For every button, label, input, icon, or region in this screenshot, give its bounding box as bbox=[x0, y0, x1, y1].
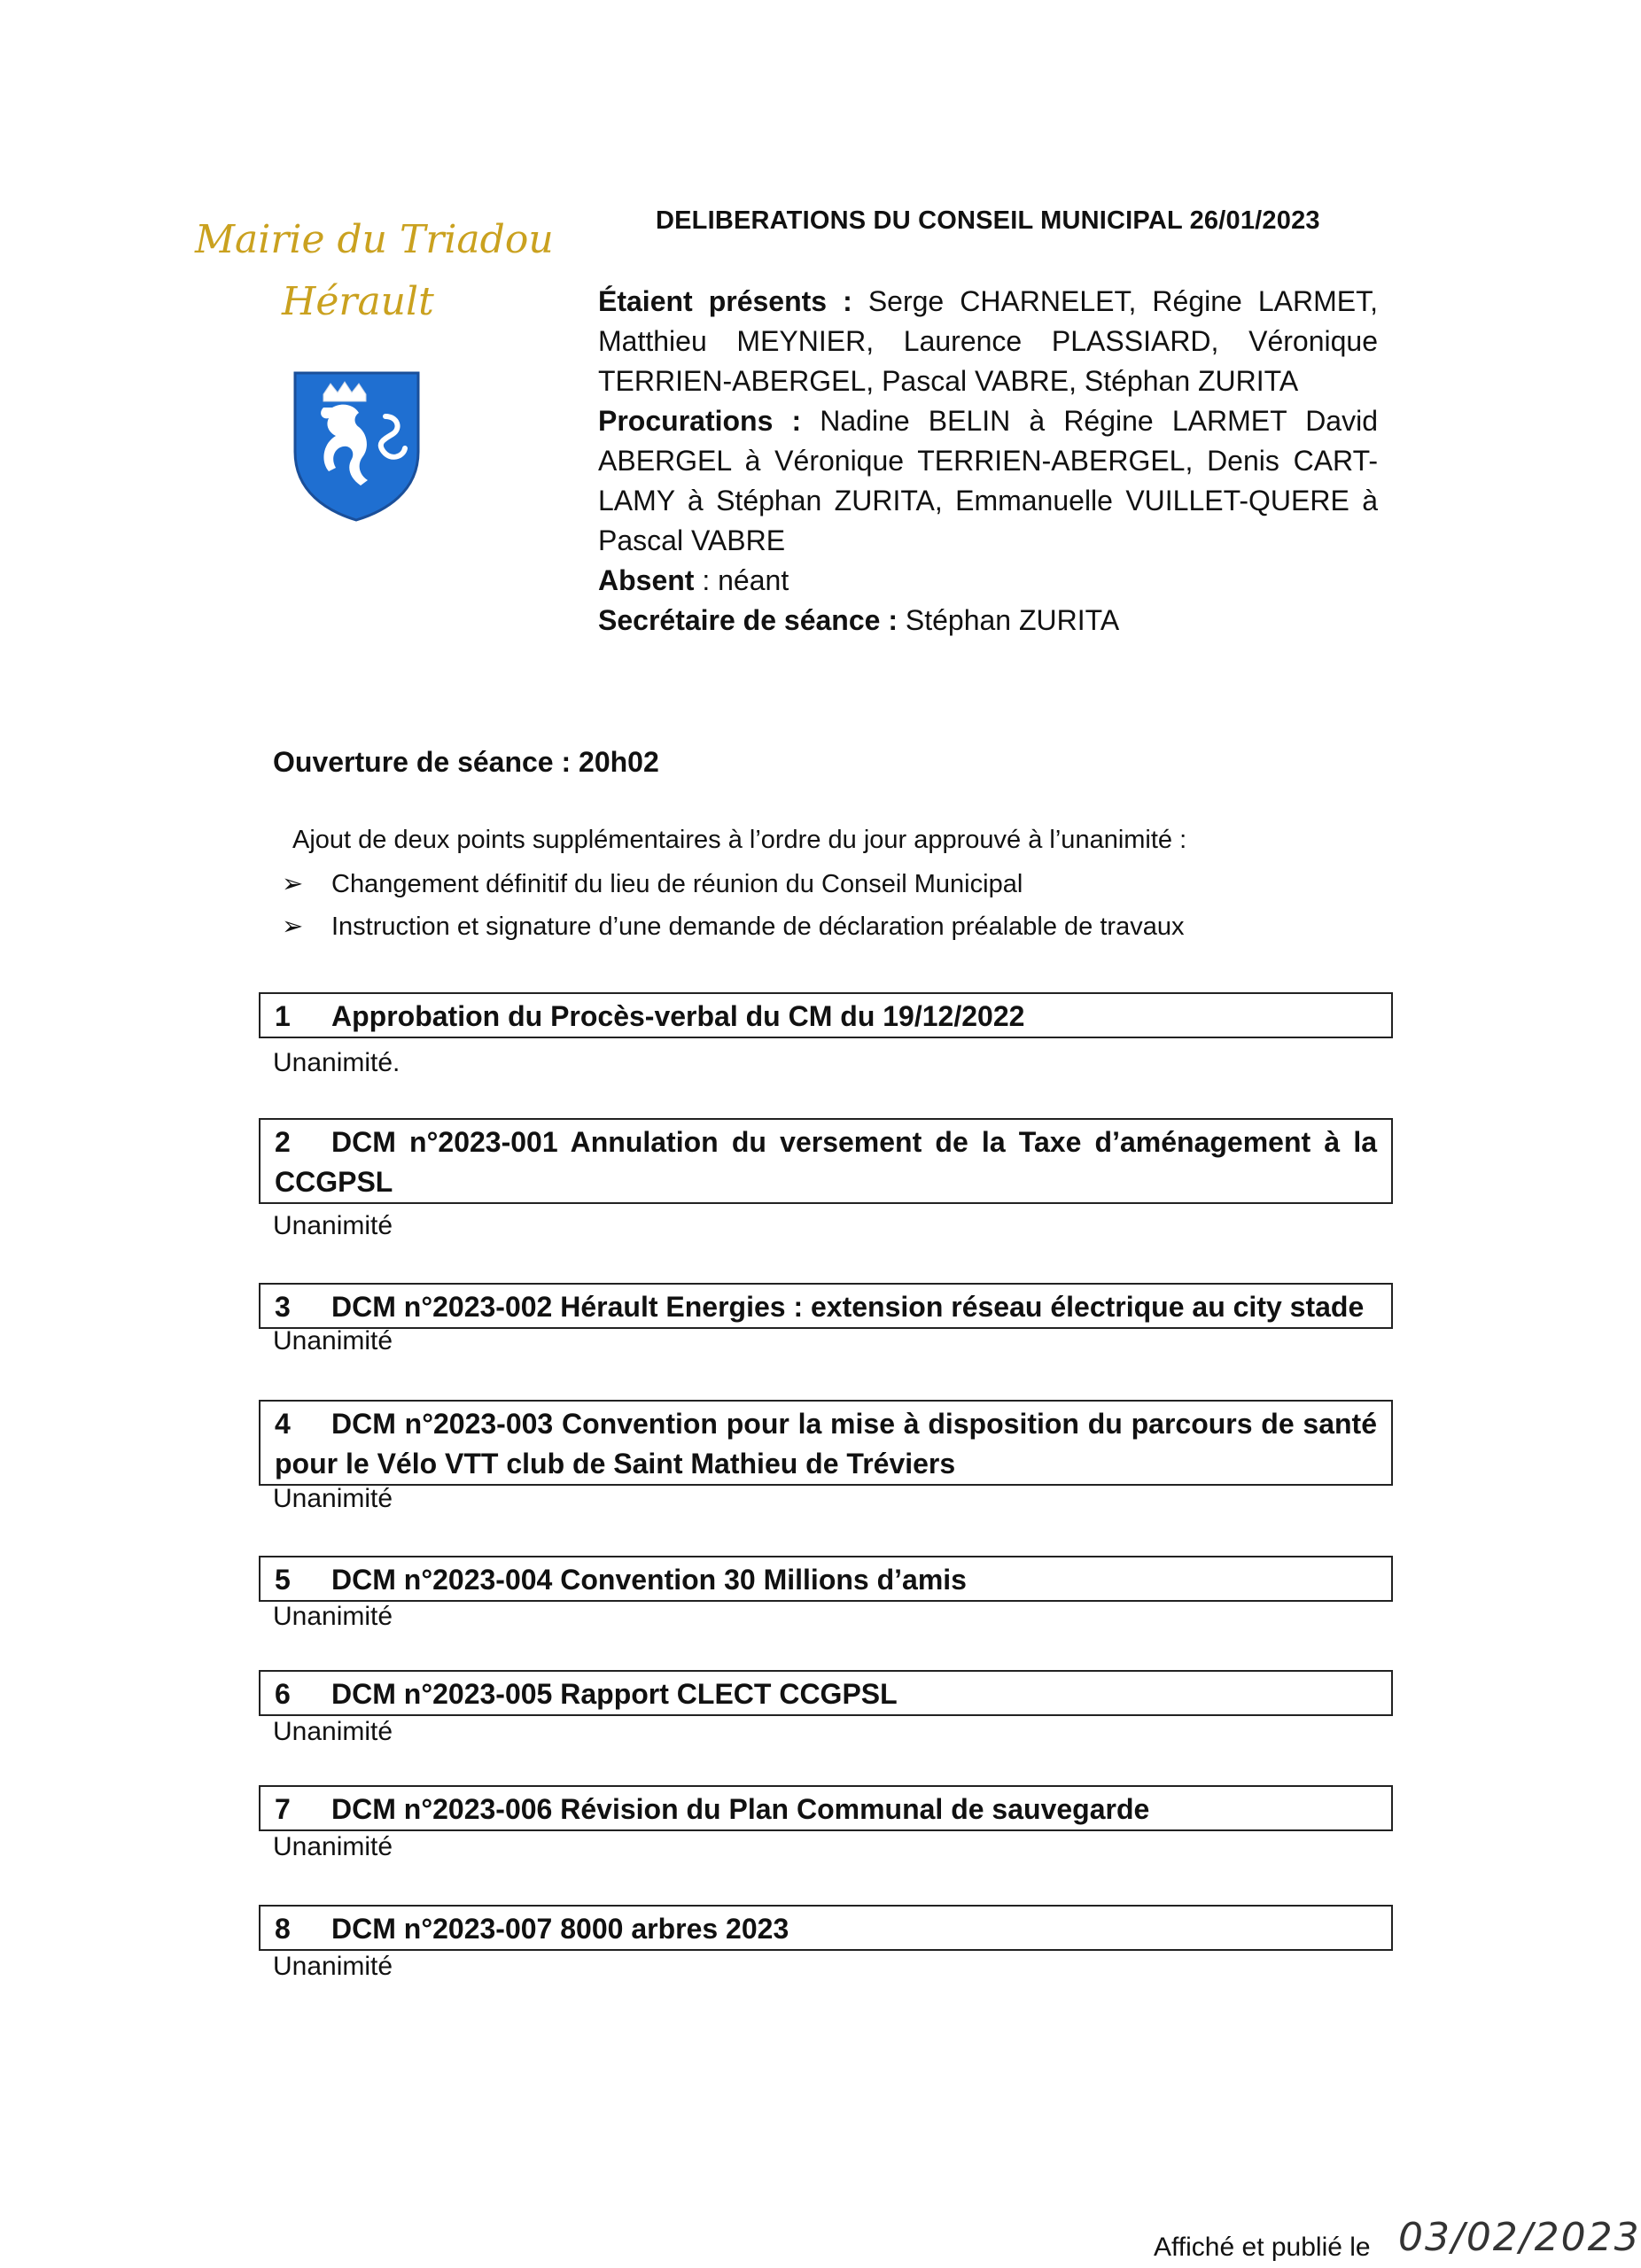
agenda-item-box bbox=[259, 1556, 1393, 1602]
procurations-value: Nadine BELIN à Régine LARMET David ABERGEL à Véronique TERRIEN-ABERGEL, Denis CART-LAMY à Stéphan ZURITA, Emmanuelle VUILLET-QUERE à Pascal VABRE bbox=[598, 405, 1379, 556]
arrow-bullet-icon: ➢ bbox=[282, 870, 304, 898]
agenda-item-box bbox=[259, 992, 1393, 1038]
item-number: 2 bbox=[275, 1126, 291, 1158]
logo-line-2: Hérault bbox=[282, 279, 434, 324]
agenda-bullet-text: Changement définitif du lieu de réunion du Conseil Municipal bbox=[331, 870, 1023, 898]
agenda-item-box bbox=[259, 1400, 1393, 1486]
publication-label: Affiché et publié le bbox=[1154, 2233, 1371, 2262]
agenda-bullet-text: Instruction et signature d’une demande de déclaration préalable de travaux bbox=[331, 913, 1185, 941]
item-title: DCM n°2023-007 8000 arbres 2023 bbox=[331, 1913, 789, 1945]
item-number: 5 bbox=[275, 1564, 291, 1596]
item-result: Unanimité bbox=[273, 1602, 393, 1631]
presents-label: Étaient présents : bbox=[598, 285, 852, 317]
absent-paragraph bbox=[598, 561, 1378, 601]
item-number: 1 bbox=[275, 1000, 291, 1032]
agenda-item-box bbox=[259, 1118, 1393, 1204]
item-title: DCM n°2023-006 Révision du Plan Communal de sauvegarde bbox=[331, 1793, 1150, 1825]
secretaire-paragraph bbox=[598, 601, 1378, 641]
secretaire-value: Stéphan ZURITA bbox=[897, 604, 1120, 636]
absent-label: Absent bbox=[598, 564, 695, 596]
agenda-bullet bbox=[282, 868, 1023, 899]
item-result: Unanimité. bbox=[273, 1048, 401, 1077]
item-title: DCM n°2023-004 Convention 30 Millions d’amis bbox=[331, 1564, 967, 1596]
item-number: 3 bbox=[275, 1291, 291, 1323]
agenda-bullet bbox=[282, 911, 1184, 942]
item-title: Approbation du Procès-verbal du CM du 19/12/2022 bbox=[331, 1000, 1025, 1032]
arrow-bullet-icon: ➢ bbox=[282, 913, 304, 941]
item-title: DCM n°2023-005 Rapport CLECT CCGPSL bbox=[331, 1678, 898, 1710]
item-result: Unanimité bbox=[273, 1717, 393, 1746]
presents-value: Serge CHARNELET, Régine LARMET, Matthieu MEYNIER, Laurence PLASSIARD, Véronique TERRIEN-ABERGEL, Pascal VABRE, Stéphan ZURITA bbox=[598, 285, 1379, 397]
item-result: Unanimité bbox=[273, 1484, 393, 1513]
item-title: DCM n°2023-002 Hérault Energies : extension réseau électrique au city stade bbox=[331, 1291, 1365, 1323]
agenda-item-box bbox=[259, 1905, 1393, 1951]
item-result: Unanimité bbox=[273, 1952, 393, 1981]
agenda-intro: Ajout de deux points supplémentaires à l’ordre du jour approuvé à l’unanimité : bbox=[292, 826, 1187, 854]
agenda-item-box bbox=[259, 1670, 1393, 1716]
secretaire-label: Secrétaire de séance : bbox=[598, 604, 898, 636]
agenda-item-box bbox=[259, 1283, 1393, 1329]
item-result: Unanimité bbox=[273, 1211, 393, 1240]
item-title: DCM n°2023-001 Annulation du versement de la Taxe d’aménagement à la CCGPSL bbox=[275, 1126, 1377, 1198]
coat-of-arms-icon bbox=[288, 368, 425, 523]
item-title: DCM n°2023-003 Convention pour la mise à disposition du parcours de santé pour le Vélo VTT club de Saint Mathieu de Tréviers bbox=[275, 1408, 1377, 1480]
publication-date: 03/02/2023 bbox=[1398, 2215, 1641, 2260]
procurations-paragraph bbox=[598, 401, 1378, 561]
item-number: 6 bbox=[275, 1678, 291, 1710]
item-number: 7 bbox=[275, 1793, 291, 1825]
item-result: Unanimité bbox=[273, 1326, 393, 1355]
item-number: 4 bbox=[275, 1408, 291, 1440]
session-opening: Ouverture de séance : 20h02 bbox=[273, 746, 659, 778]
absent-value: : néant bbox=[694, 564, 789, 596]
attendance-block bbox=[598, 282, 1378, 641]
item-number: 8 bbox=[275, 1913, 291, 1945]
item-title-wrapper bbox=[275, 1404, 1377, 1484]
procurations-label: Procurations : bbox=[598, 405, 802, 437]
item-title-wrapper bbox=[275, 1122, 1377, 1202]
page-title: DELIBERATIONS DU CONSEIL MUNICIPAL 26/01/2023 bbox=[656, 206, 1320, 235]
logo-line-1: Mairie du Triadou bbox=[195, 217, 554, 262]
agenda-item-box bbox=[259, 1785, 1393, 1831]
presents-paragraph bbox=[598, 282, 1378, 401]
item-result: Unanimité bbox=[273, 1832, 393, 1861]
